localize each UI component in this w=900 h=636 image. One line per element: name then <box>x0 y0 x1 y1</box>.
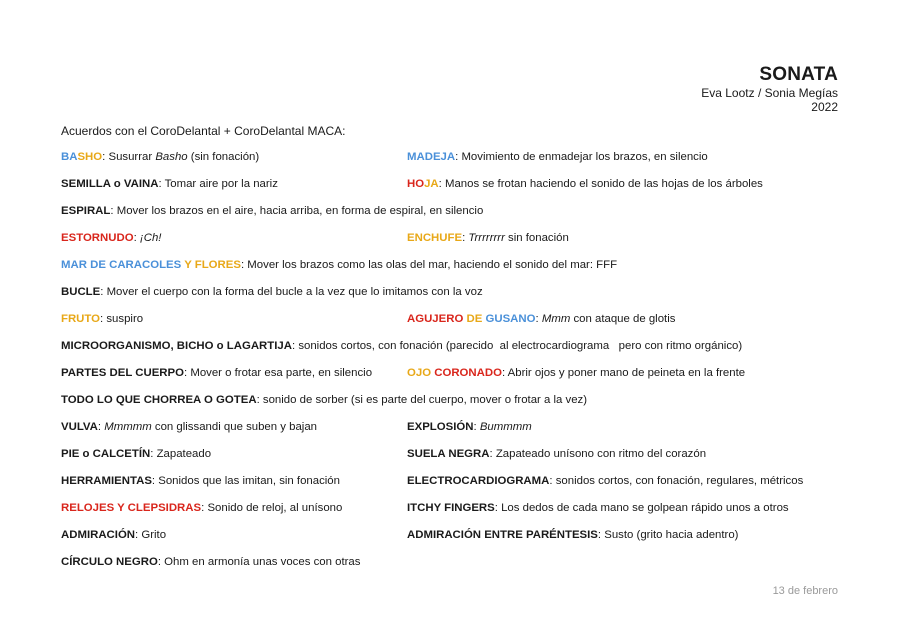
desc-italic: Basho <box>155 151 188 163</box>
term: TODO LO QUE CHORREA O GOTEA <box>61 394 257 406</box>
desc: con glissandi que suben y bajan <box>151 421 317 433</box>
term: ADMIRACIÓN ENTRE PARÉNTESIS <box>407 529 598 541</box>
term: ITCHY FINGERS <box>407 502 495 514</box>
entry-ojo-coronado <box>407 366 745 380</box>
desc-italic: Mmmmm <box>104 421 152 433</box>
term: RELOJES Y CLEPSIDRAS <box>61 502 202 514</box>
entry-estornudo <box>61 231 161 245</box>
term: BUCLE <box>61 286 101 298</box>
desc: : Tomar aire por la nariz <box>158 178 278 190</box>
intro-line: Acuerdos con el CoroDelantal + CoroDelantal MACA: <box>61 124 346 138</box>
desc: : Mover los brazos en el aire, hacia arriba, en forma de espiral, en silencio <box>110 205 484 217</box>
term-part: JA <box>424 178 439 190</box>
desc: : <box>133 232 140 244</box>
entry-madeja <box>407 150 708 164</box>
entry-explosion <box>407 420 532 434</box>
term-part: SHO <box>77 151 103 163</box>
desc: : <box>97 421 105 433</box>
desc: : Mover los brazos como las olas del mar, haciendo el sonido del mar: FFF <box>240 259 618 271</box>
desc: : <box>473 421 480 433</box>
document-title: SONATA <box>759 64 838 85</box>
desc: : Zapateado unísono con ritmo del corazón <box>489 448 707 460</box>
entry-circulo-negro <box>61 555 360 569</box>
entry-relojes <box>61 501 342 515</box>
entry-pie <box>61 447 211 461</box>
term: MICROORGANISMO, BICHO o LAGARTIJA <box>61 340 292 352</box>
entry-vulva <box>61 420 317 434</box>
term: MADEJA <box>407 151 456 163</box>
entry-agujero-de-gusano <box>407 312 675 326</box>
term: EXPLOSIÓN <box>407 421 474 433</box>
document-header <box>701 64 838 114</box>
term-part: OJO <box>407 367 432 379</box>
desc: : Mover el cuerpo con la forma del bucle a la vez que lo imitamos con la voz <box>100 286 483 298</box>
desc: (sin fonación) <box>187 151 260 163</box>
entry-semilla <box>61 177 278 191</box>
term-part: AGUJERO <box>407 313 464 325</box>
term: SEMILLA o VAINA <box>61 178 159 190</box>
entry-itchy-fingers <box>407 501 789 515</box>
desc: : Zapateado <box>150 448 212 460</box>
term-part: Y <box>181 259 195 271</box>
term-part: BA <box>61 151 78 163</box>
term: CÍRCULO NEGRO <box>61 556 158 568</box>
entry-enchufe <box>407 231 569 245</box>
desc-italic: Trrrrrrrr <box>468 232 505 244</box>
term: PIE o CALCETÍN <box>61 448 151 460</box>
entry-admiracion <box>61 528 166 542</box>
term-part: HO <box>407 178 425 190</box>
term: ELECTROCARDIOGRAMA <box>407 475 550 487</box>
desc: : Susurrar <box>102 151 156 163</box>
term-part: GUSANO <box>485 313 536 325</box>
desc: : Los dedos de cada mano se golpean rápido unos a otros <box>494 502 789 514</box>
term-part: CORONADO <box>431 367 502 379</box>
term: PARTES DEL CUERPO <box>61 367 184 379</box>
entry-fruto <box>61 312 143 326</box>
entry-basho <box>61 150 259 164</box>
term: ESPIRAL <box>61 205 111 217</box>
desc: : Sonidos que las imitan, sin fonación <box>151 475 340 487</box>
desc: : Grito <box>135 529 167 541</box>
desc: : Sonido de reloj, al unísono <box>201 502 343 514</box>
entry-microorganismo <box>61 339 742 353</box>
entry-bucle <box>61 285 483 299</box>
desc: : Susto (grito hacia adentro) <box>597 529 739 541</box>
desc: sin fonación <box>504 232 569 244</box>
term: ESTORNUDO <box>61 232 134 244</box>
desc-italic: ¡Ch! <box>139 232 162 244</box>
desc: : Ohm en armonía unas voces con otras <box>157 556 361 568</box>
entry-mar-de-caracoles <box>61 258 617 272</box>
entry-hoja <box>407 177 763 191</box>
desc: : sonidos cortos, con fonación, regulares, métricos <box>549 475 804 487</box>
term: ADMIRACIÓN <box>61 529 136 541</box>
entry-suela-negra <box>407 447 706 461</box>
entry-electrocardiograma <box>407 474 803 488</box>
term: FRUTO <box>61 313 101 325</box>
entry-partes-del-cuerpo <box>61 366 372 380</box>
entry-espiral <box>61 204 483 218</box>
footer-date: 13 de febrero <box>772 585 838 597</box>
desc-italic: Mmm <box>541 313 571 325</box>
term-part: MAR DE CARACOLES <box>61 259 182 271</box>
desc: : <box>462 232 469 244</box>
term: VULVA <box>61 421 98 433</box>
desc: : Manos se frotan haciendo el sonido de las hojas de los árboles <box>438 178 763 190</box>
desc: : <box>535 313 542 325</box>
entry-admiracion-entre-parentesis <box>407 528 738 542</box>
authors: Eva Lootz / Sonia Megías <box>701 86 838 100</box>
desc: : sonido de sorber (si es parte del cuerpo, mover o frotar a la vez) <box>256 394 588 406</box>
term: SUELA NEGRA <box>407 448 490 460</box>
entry-herramientas <box>61 474 340 488</box>
desc: con ataque de glotis <box>570 313 676 325</box>
entry-todo-lo-que-chorrea <box>61 393 587 407</box>
desc: : Movimiento de enmadejar los brazos, en silencio <box>455 151 708 163</box>
term-part: DE <box>463 313 486 325</box>
year: 2022 <box>811 100 838 114</box>
term-part: FLORES <box>194 259 241 271</box>
term: HERRAMIENTAS <box>61 475 152 487</box>
desc: : Mover o frotar esa parte, en silencio <box>184 367 373 379</box>
desc: : Abrir ojos y poner mano de peineta en la frente <box>501 367 746 379</box>
desc: : suspiro <box>100 313 144 325</box>
term: ENCHUFE <box>407 232 463 244</box>
desc: : sonidos cortos, con fonación (parecido al electrocardiograma pero con ritmo orgánico) <box>291 340 743 352</box>
desc-italic: Bummmm <box>479 421 532 433</box>
